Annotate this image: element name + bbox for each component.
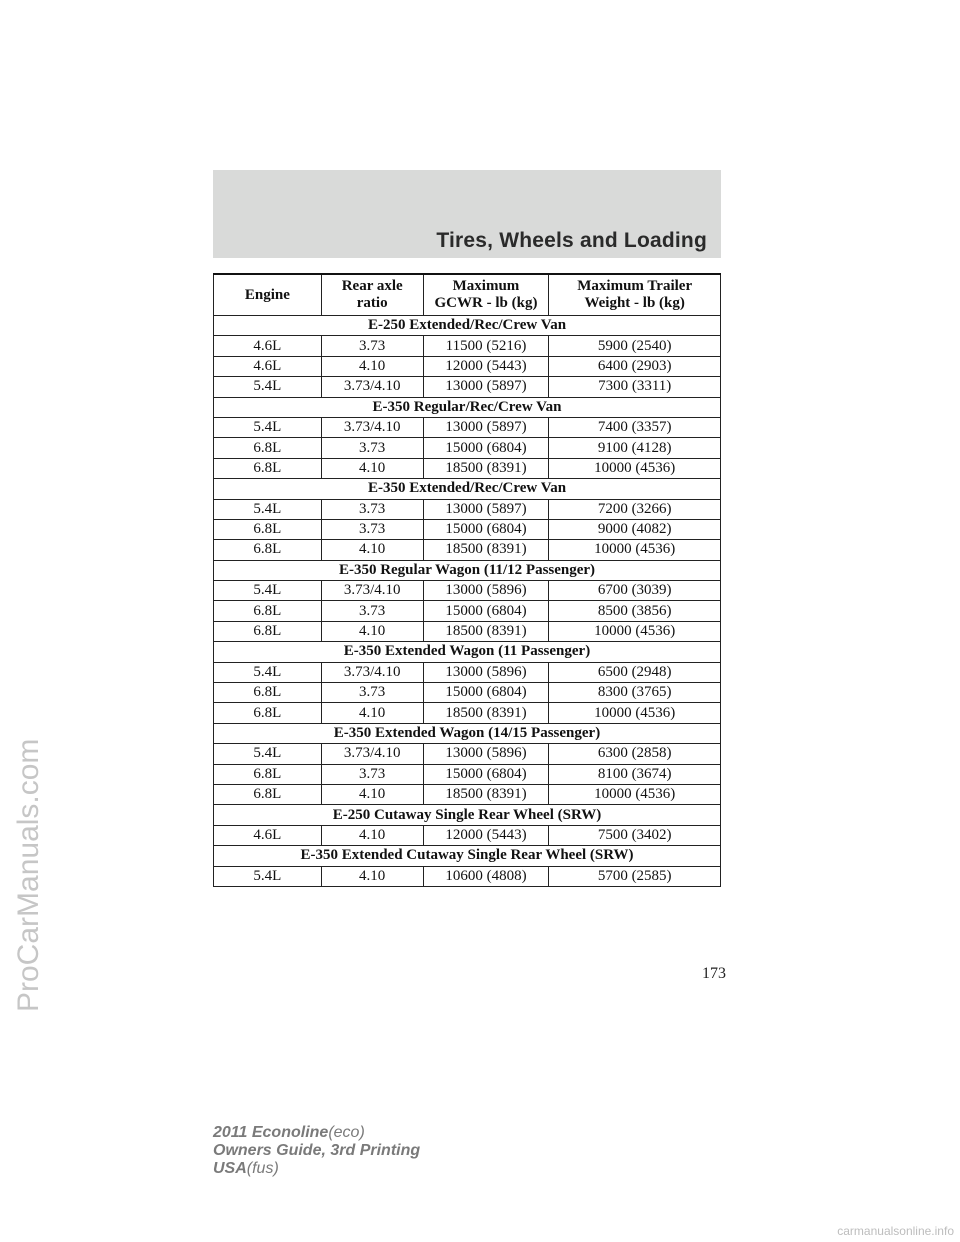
trailer-weight-cell: 5700 (2585): [549, 866, 721, 886]
axle-ratio-cell: 4.10: [321, 825, 423, 845]
table-row: [214, 519, 721, 539]
section-row: [214, 560, 721, 580]
trailer-weight-cell: 7400 (3357): [549, 417, 721, 437]
footer-line-3: USA(fus): [213, 1160, 279, 1177]
axle-ratio-cell: 4.10: [321, 356, 423, 376]
trailer-weight-cell: 7300 (3311): [549, 377, 721, 397]
gcwr-cell: 13000 (5896): [423, 581, 549, 601]
section-row: [214, 397, 721, 417]
axle-ratio-cell: 4.10: [321, 458, 423, 478]
document-footer: [213, 1124, 420, 1178]
table-row: [214, 621, 721, 641]
table-row: [214, 356, 721, 376]
axle-ratio-cell: 3.73: [321, 519, 423, 539]
gcwr-cell: 18500 (8391): [423, 703, 549, 723]
gcwr-cell: 15000 (6804): [423, 438, 549, 458]
table-row: [214, 683, 721, 703]
header-rear-axle-ratio: Rear axle ratio: [321, 274, 423, 316]
trailer-weight-cell: 8100 (3674): [549, 764, 721, 784]
axle-ratio-cell: 3.73/4.10: [321, 662, 423, 682]
gcwr-cell: 13000 (5897): [423, 417, 549, 437]
engine-cell: 5.4L: [214, 499, 322, 519]
axle-ratio-cell: 3.73: [321, 438, 423, 458]
table-row: [214, 438, 721, 458]
trailer-weight-cell: 10000 (4536): [549, 621, 721, 641]
trailer-weight-cell: 6500 (2948): [549, 662, 721, 682]
table-row: [214, 825, 721, 845]
engine-cell: 5.4L: [214, 417, 322, 437]
section-row: [214, 316, 721, 336]
table-body: [214, 316, 721, 887]
gcwr-cell: 18500 (8391): [423, 458, 549, 478]
axle-ratio-cell: 4.10: [321, 703, 423, 723]
axle-ratio-cell: 4.10: [321, 784, 423, 804]
table-row: [214, 662, 721, 682]
axle-ratio-cell: 3.73/4.10: [321, 377, 423, 397]
axle-ratio-cell: 3.73/4.10: [321, 417, 423, 437]
gcwr-cell: 18500 (8391): [423, 540, 549, 560]
gcwr-cell: 13000 (5897): [423, 377, 549, 397]
engine-cell: 6.8L: [214, 764, 322, 784]
table-row: [214, 784, 721, 804]
engine-cell: 6.8L: [214, 683, 322, 703]
engine-cell: 4.6L: [214, 356, 322, 376]
section-title: Tires, Wheels and Loading: [436, 229, 707, 252]
gcwr-cell: 15000 (6804): [423, 683, 549, 703]
trailer-weight-cell: 8300 (3765): [549, 683, 721, 703]
engine-cell: 6.8L: [214, 458, 322, 478]
axle-ratio-cell: 3.73: [321, 601, 423, 621]
trailer-weight-cell: 5900 (2540): [549, 336, 721, 356]
site-watermark: carmanualsonline.info: [837, 1224, 954, 1238]
section-header-bar: [213, 170, 721, 258]
engine-cell: 6.8L: [214, 601, 322, 621]
axle-ratio-cell: 3.73: [321, 764, 423, 784]
trailer-weight-cell: 6700 (3039): [549, 581, 721, 601]
side-watermark: ProCarManuals.com: [12, 738, 45, 1012]
axle-ratio-cell: 3.73: [321, 336, 423, 356]
gcwr-cell: 10600 (4808): [423, 866, 549, 886]
axle-ratio-cell: 3.73: [321, 683, 423, 703]
engine-cell: 5.4L: [214, 866, 322, 886]
axle-ratio-cell: 3.73/4.10: [321, 744, 423, 764]
trailer-weight-cell: 9100 (4128): [549, 438, 721, 458]
section-title-cell: E-350 Regular Wagon (11/12 Passenger): [214, 560, 721, 580]
engine-cell: 4.6L: [214, 825, 322, 845]
gcwr-cell: 18500 (8391): [423, 621, 549, 641]
table-row: [214, 458, 721, 478]
section-title-cell: E-250 Extended/Rec/Crew Van: [214, 316, 721, 336]
section-row: [214, 642, 721, 662]
table-row: [214, 377, 721, 397]
table-row: [214, 417, 721, 437]
header-maximum-gcwr: Maximum GCWR - lb (kg): [423, 274, 549, 316]
gcwr-cell: 12000 (5443): [423, 356, 549, 376]
section-title-cell: E-350 Extended/Rec/Crew Van: [214, 479, 721, 499]
table-header-row: [214, 274, 721, 316]
section-row: [214, 805, 721, 825]
engine-cell: 6.8L: [214, 438, 322, 458]
trailer-weight-cell: 10000 (4536): [549, 784, 721, 804]
table-row: [214, 866, 721, 886]
trailer-weight-cell: 7500 (3402): [549, 825, 721, 845]
engine-cell: 6.8L: [214, 784, 322, 804]
gcwr-cell: 11500 (5216): [423, 336, 549, 356]
table-row: [214, 744, 721, 764]
axle-ratio-cell: 4.10: [321, 621, 423, 641]
engine-cell: 6.8L: [214, 519, 322, 539]
axle-ratio-cell: 4.10: [321, 540, 423, 560]
engine-cell: 5.4L: [214, 377, 322, 397]
gcwr-cell: 12000 (5443): [423, 825, 549, 845]
trailer-weight-cell: 10000 (4536): [549, 703, 721, 723]
page-number: 173: [702, 965, 726, 982]
table-row: [214, 703, 721, 723]
engine-cell: 5.4L: [214, 744, 322, 764]
engine-cell: 4.6L: [214, 336, 322, 356]
engine-cell: 5.4L: [214, 662, 322, 682]
gcwr-cell: 18500 (8391): [423, 784, 549, 804]
section-row: [214, 479, 721, 499]
trailer-weight-cell: 6300 (2858): [549, 744, 721, 764]
engine-cell: 6.8L: [214, 540, 322, 560]
trailer-weight-cell: 8500 (3856): [549, 601, 721, 621]
gcwr-cell: 15000 (6804): [423, 519, 549, 539]
section-title-cell: E-250 Cutaway Single Rear Wheel (SRW): [214, 805, 721, 825]
gcwr-cell: 15000 (6804): [423, 601, 549, 621]
table-row: [214, 601, 721, 621]
footer-line-2: Owners Guide, 3rd Printing: [213, 1142, 421, 1159]
engine-cell: 6.8L: [214, 621, 322, 641]
section-title-cell: E-350 Regular/Rec/Crew Van: [214, 397, 721, 417]
section-title-cell: E-350 Extended Cutaway Single Rear Wheel (SRW): [214, 846, 721, 866]
axle-ratio-cell: 3.73: [321, 499, 423, 519]
engine-cell: 6.8L: [214, 703, 322, 723]
gcwr-cell: 15000 (6804): [423, 764, 549, 784]
trailer-weight-cell: 9000 (4082): [549, 519, 721, 539]
gcwr-cell: 13000 (5897): [423, 499, 549, 519]
trailer-weight-cell: 6400 (2903): [549, 356, 721, 376]
header-maximum-trailer-weight: Maximum Trailer Weight - lb (kg): [549, 274, 721, 316]
section-title-cell: E-350 Extended Wagon (14/15 Passenger): [214, 723, 721, 743]
table-row: [214, 581, 721, 601]
section-row: [214, 723, 721, 743]
table-row: [214, 764, 721, 784]
table-row: [214, 499, 721, 519]
gcwr-cell: 13000 (5896): [423, 662, 549, 682]
towing-capacity-table: [213, 273, 721, 887]
trailer-weight-cell: 7200 (3266): [549, 499, 721, 519]
axle-ratio-cell: 4.10: [321, 866, 423, 886]
trailer-weight-cell: 10000 (4536): [549, 540, 721, 560]
table-row: [214, 336, 721, 356]
section-title-cell: E-350 Extended Wagon (11 Passenger): [214, 642, 721, 662]
header-engine: Engine: [214, 274, 322, 316]
trailer-weight-cell: 10000 (4536): [549, 458, 721, 478]
table-row: [214, 540, 721, 560]
engine-cell: 5.4L: [214, 581, 322, 601]
axle-ratio-cell: 3.73/4.10: [321, 581, 423, 601]
section-row: [214, 846, 721, 866]
gcwr-cell: 13000 (5896): [423, 744, 549, 764]
footer-line-1: 2011 Econoline(eco): [213, 1124, 365, 1141]
